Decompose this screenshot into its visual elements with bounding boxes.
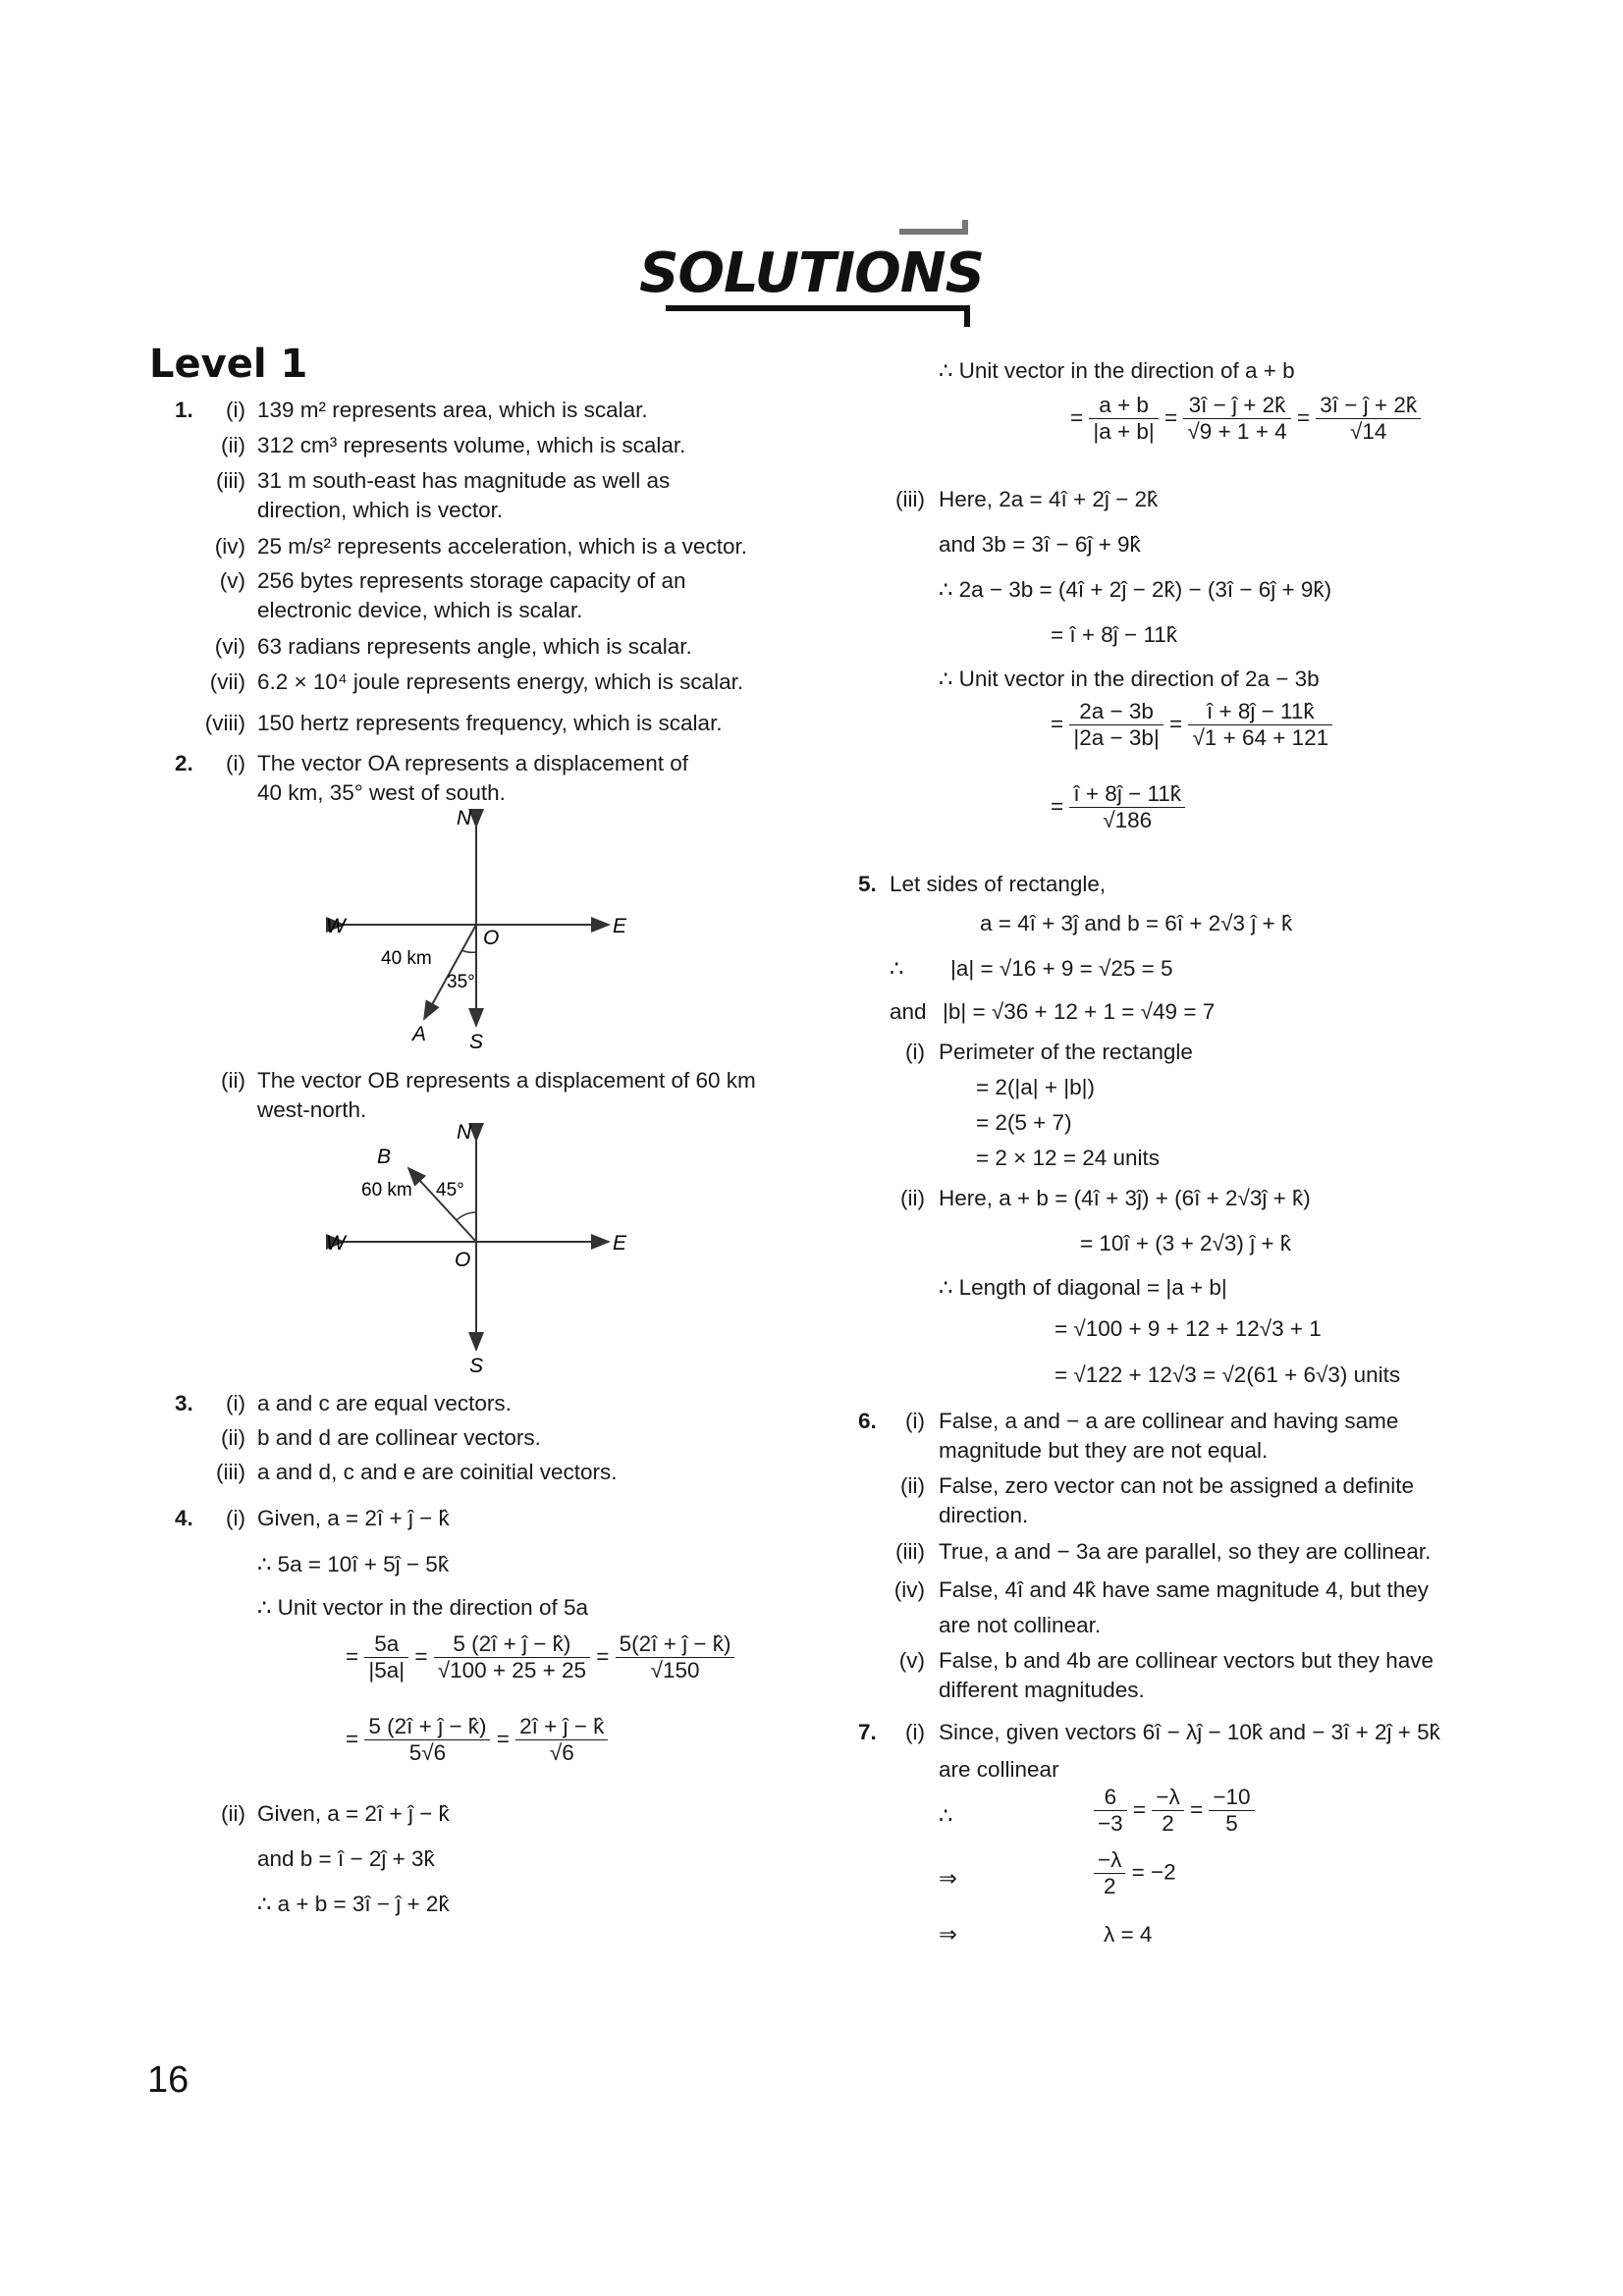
q7-step1-symbol: ∴ [939,1803,953,1828]
q5-intro: Let sides of rectangle, [890,872,1107,896]
q2-ii-text: The vector OB represents a displacement of 60 km [257,1068,756,1093]
q2-ii-roman: (ii) [221,1068,245,1093]
q6-ii-text: False, zero vector can not be assigned a definite [939,1473,1415,1498]
fraction: $\frac{2î + ĵ - k̂}{√6}$ [515,1714,608,1766]
q5-i-roman: (i) [905,1040,925,1064]
q4-iii-unit-text: ∴ Unit vector in the direction of 2a − 3b [939,667,1320,691]
q5-mod-a: |a| = √16 + 9 = √25 = 5 [950,956,1173,981]
q6-v-roman: (v) [898,1648,925,1673]
q5-i-perimeter: Perimeter of the rectangle [939,1040,1193,1064]
q7-i-text2: are collinear [939,1757,1059,1782]
q5-and: and [890,999,927,1024]
q5-ii-diagonal: ∴ Length of diagonal = |a + b| [939,1275,1227,1300]
label-e: E [613,1232,627,1255]
q6-v-text2: different magnitudes. [939,1678,1145,1702]
q2-i-text2: 40 km, 35° west of south. [257,780,506,805]
q5-i-step2: = 2(5 + 7) [976,1110,1072,1135]
q5-ii-sum-result: = 10î + (3 + 2√3) ĵ + k̂ [1080,1231,1291,1255]
q5-therefore: ∴ [890,956,904,981]
q3-ii-roman: (ii) [221,1425,245,1450]
label-w: W [326,915,346,937]
label-dist: 60 km [361,1180,412,1201]
q5-ii-roman: (ii) [900,1186,925,1210]
fraction: $\frac{3î - ĵ + 2k̂}{√14}$ [1316,393,1421,445]
q4-iii-diff: ∴ 2a − 3b = (4î + 2ĵ − 2k̂) − (3î − 6ĵ + 9k̂) [939,577,1332,602]
title-decor-top [899,229,968,235]
q4-number: 4. [175,1506,193,1530]
fraction: $\frac{3î - ĵ + 2k̂}{√9 + 1 + 4}$ [1183,393,1290,445]
q3-number: 3. [175,1391,193,1415]
fraction: $\frac{a + b}{|a + b|}$ [1089,393,1158,445]
label-w: W [326,1232,346,1255]
q1-ii-roman: (ii) [221,433,245,457]
q5-mod-b: |b| = √36 + 12 + 1 = √49 = 7 [943,999,1216,1024]
q1-v-text2: electronic device, which is scalar. [257,598,583,622]
q3-iii-text: a and d, c and e are coinitial vectors. [257,1460,618,1484]
q1-ii-text: 312 cm³ represents volume, which is scalar. [257,433,686,457]
label-dist: 40 km [381,948,432,969]
q6-iv-text: False, 4î and 4k̂ have same magnitude 4, but they [939,1577,1430,1602]
q5-ii-diagonal-step1: = √100 + 9 + 12 + 12√3 + 1 [1055,1316,1322,1341]
q6-iii-roman: (iii) [895,1539,925,1564]
q4-iii-3b: and 3b = 3î − 6ĵ + 9k̂ [939,532,1141,557]
q4-i-5a: ∴ 5a = 10î + 5ĵ − 5k̂ [257,1552,450,1576]
q4-iii-2a: Here, 2a = 4î + 2ĵ − 2k̂ [939,487,1159,511]
q2-number: 2. [175,751,193,775]
q2-i-text: The vector OA represents a displacement of [257,751,688,775]
label-angle: 45° [436,1180,464,1201]
q6-i-text: False, a and − a are collinear and having same [939,1409,1399,1433]
q1-iv-roman: (iv) [214,534,245,559]
q4-iii-diff-result: = î + 8ĵ − 11k̂ [1051,622,1178,647]
fraction: $\frac{5 (2î + ĵ - k̂)}{√100 + 25 + 25}$ [434,1631,590,1683]
q4-i-fraction-row1: = $\frac{5a}{|5a|}$ = $\frac{5 (2î + ĵ - k̂)}{√100 + 25 + 25}$ = $\frac{5(2î + ĵ - k̂)}{√150}$ [346,1631,734,1683]
q4-i-fraction-row2: = $\frac{5 (2î + ĵ - k̂)}{5√6}$ = $\frac{2î + ĵ - k̂}{√6}$ [346,1714,608,1766]
title-underline-tick [964,305,970,327]
q5-sides: a = 4î + 3ĵ and b = 6î + 2√3 ĵ + k̂ [980,911,1293,935]
q3-i-roman: (i) [226,1391,245,1415]
q4-ii-fraction-row: = $\frac{a + b}{|a + b|}$ = $\frac{3î - ĵ + 2k̂}{√9 + 1 + 4}$ = $\frac{3î - ĵ + 2k̂}{√14}$ [1070,393,1421,445]
q1-viii-text: 150 hertz represents frequency, which is scalar. [257,711,723,735]
q4-ii-sum: ∴ a + b = 3î − ĵ + 2k̂ [257,1892,450,1916]
q1-i-text: 139 m² represents area, which is scalar. [257,398,648,422]
q6-iv-text2: are not collinear. [939,1613,1102,1637]
q6-number: 6. [858,1409,877,1433]
fraction: $\frac{5 (2î + ĵ - k̂)}{5√6}$ [364,1714,490,1766]
angle-arc [457,1212,476,1220]
fraction: $\frac{-10}{5}$ [1209,1785,1254,1837]
q3-iii-roman: (iii) [216,1460,245,1484]
label-n: N [457,1121,472,1144]
q1-vii-roman: (vii) [209,669,245,694]
q7-step2-symbol: ⇒ [939,1866,957,1891]
q4-iii-roman: (iii) [895,487,925,511]
q4-i-roman: (i) [226,1506,245,1530]
q1-iv-text: 25 m/s² represents acceleration, which is a vector. [257,534,747,559]
q6-ii-text2: direction. [939,1503,1029,1527]
label-b: B [377,1146,392,1168]
label-e: E [613,915,627,937]
q6-i-text2: magnitude but they are not equal. [939,1438,1269,1463]
compass-diagram-oa [314,805,638,1050]
fraction: $\frac{-\lambda}{2}$ [1094,1847,1125,1899]
fraction: $\frac{î + 8ĵ - 11k̂}{√186}$ [1069,781,1185,833]
q1-vi-roman: (vi) [214,634,245,659]
title-decor-top-tick [962,220,968,235]
q1-viii-roman: (viii) [204,711,245,735]
label-a: A [412,1023,427,1045]
q6-i-roman: (i) [905,1409,925,1433]
q4-i-unit-text: ∴ Unit vector in the direction of 5a [257,1595,588,1620]
fraction: $\frac{6}{-3}$ [1094,1785,1127,1837]
q7-i-text: Since, given vectors 6î − λĵ − 10k̂ and − 3î + 2ĵ + 5k̂ [939,1720,1440,1744]
fraction: $\frac{î + 8ĵ - 11k̂}{√1 + 64 + 121}$ [1188,699,1332,751]
compass-diagram-ob [314,1119,638,1374]
q4-iii-fraction-row2: = $\frac{î + 8ĵ - 11k̂}{√186}$ [1051,781,1185,833]
q2-i-roman: (i) [226,751,245,775]
q4-ii-roman: (ii) [221,1801,245,1826]
q4-iii-fraction-row1: = $\frac{2a - 3b}{|2a - 3b|}$ = $\frac{î + 8ĵ - 11k̂}{√1 + 64 + 121}$ [1051,699,1332,751]
q2-ii-text2: west-north. [257,1097,367,1122]
q6-ii-roman: (ii) [900,1473,925,1498]
q1-i-roman: (i) [226,398,245,422]
q1-number: 1. [175,398,193,422]
q7-i-roman: (i) [905,1720,925,1744]
q6-v-text: False, b and 4b are collinear vectors but they have [939,1648,1434,1673]
q6-iii-text: True, a and − 3a are parallel, so they are collinear. [939,1539,1432,1564]
page-number: 16 [147,2059,189,2101]
label-s: S [469,1031,484,1050]
q5-number: 5. [858,872,877,896]
q4-ii-unit-text: ∴ Unit vector in the direction of a + b [939,358,1295,383]
level-heading: Level 1 [149,342,308,387]
solutions-title: SOLUTIONS [639,241,984,305]
label-n: N [457,807,472,829]
angle-arc [461,950,476,952]
fraction: $\frac{2a - 3b}{|2a - 3b|}$ [1069,699,1163,751]
label-angle: 35° [447,972,475,992]
q1-vi-text: 63 radians represents angle, which is scalar. [257,634,692,659]
q1-v-roman: (v) [219,568,245,593]
q3-i-text: a and c are equal vectors. [257,1391,512,1415]
q5-i-step1: = 2(|a| + |b|) [976,1075,1095,1099]
q1-v-text: 256 bytes represents storage capacity of an [257,568,686,593]
q1-iii-text: 31 m south-east has magnitude as well as [257,468,671,493]
q4-i-given: Given, a = 2î + ĵ − k̂ [257,1506,450,1530]
label-o: O [483,927,500,949]
q7-step3: λ = 4 [1104,1922,1153,1947]
q4-ii-b: and b = î − 2ĵ + 3k̂ [257,1846,435,1871]
q7-step3-symbol: ⇒ [939,1922,957,1947]
label-o: O [455,1249,471,1271]
q7-step2: $\frac{-\lambda}{2}$ = −2 [1094,1847,1176,1899]
fraction: $\frac{5(2î + ĵ - k̂)}{√150}$ [616,1631,735,1683]
q6-iv-roman: (iv) [893,1577,925,1602]
q5-ii-diagonal-step2: = √122 + 12√3 = √2(61 + 6√3) units [1055,1362,1401,1387]
label-s: S [469,1355,484,1374]
q1-iii-roman: (iii) [216,468,245,493]
q7-number: 7. [858,1720,877,1744]
q1-vii-text: 6.2 × 10⁴ joule represents energy, which is scalar. [257,669,744,694]
q5-ii-sum: Here, a + b = (4î + 3ĵ) + (6î + 2√3ĵ + k̂) [939,1186,1311,1210]
q1-iii-text2: direction, which is vector. [257,498,504,522]
fraction: $\frac{-\lambda}{2}$ [1152,1785,1183,1837]
q4-ii-given: Given, a = 2î + ĵ − k̂ [257,1801,450,1826]
q7-step1-ratios: $\frac{6}{-3}$ = $\frac{-\lambda}{2}$ = $\frac{-10}{5}$ [1094,1785,1255,1837]
q5-i-step3: = 2 × 12 = 24 units [976,1146,1161,1170]
title-underline [666,305,970,311]
fraction: $\frac{5a}{|5a|}$ [364,1631,408,1683]
q3-ii-text: b and d are collinear vectors. [257,1425,541,1450]
